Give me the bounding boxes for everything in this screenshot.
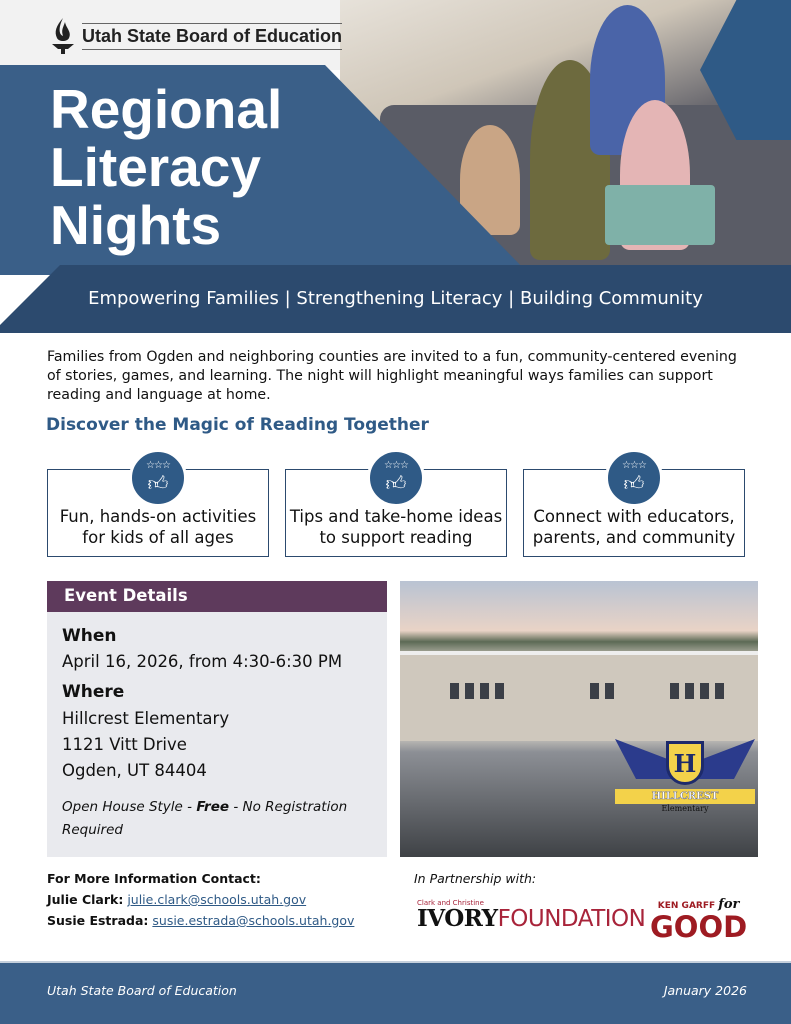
garff-for: for — [718, 897, 740, 912]
where-label: Where — [62, 682, 125, 702]
when-value: April 16, 2026, from 4:30-6:30 PM — [62, 652, 343, 671]
email-link[interactable]: susie.estrada@schools.utah.gov — [152, 913, 355, 928]
section-heading: Discover the Magic of Reading Together — [46, 415, 429, 435]
tagline: Empowering Families | Strengthening Literacy | Building Community — [88, 288, 703, 309]
email-link[interactable]: julie.clark@schools.utah.gov — [127, 892, 307, 907]
street: 1121 Vitt Drive — [62, 735, 187, 754]
city: Ogden, UT 84404 — [62, 761, 207, 780]
crest-name: HILLCREST — [615, 789, 755, 804]
crest-letter: H — [666, 741, 704, 785]
garff-top: KEN GARFF — [657, 901, 716, 911]
intro-text: Families from Ogden and neighboring counties are invited to a fun, community-centered evening of stories, games, and learning. The night will highlight meaningful ways families can support reading and language at home. — [47, 349, 737, 403]
title-line: Nights — [50, 194, 222, 256]
event-details-heading: Event Details — [47, 581, 387, 612]
garff-big: GOOD — [650, 910, 748, 944]
thumbs-up-stars-icon: ☆☆☆ 👍︎ — [367, 449, 425, 507]
when-label: When — [62, 626, 117, 646]
thumbs-up-stars-icon: ☆☆☆ 👍︎ — [129, 449, 187, 507]
partnership-label: In Partnership with: — [414, 871, 537, 886]
thumbs-up-stars-icon: ☆☆☆ 👍︎ — [605, 449, 663, 507]
event-note — [62, 796, 362, 842]
contact-line — [47, 892, 306, 907]
usbe-logo — [48, 16, 342, 56]
page-title — [50, 80, 282, 254]
contact-line — [47, 913, 354, 928]
school-photo — [400, 581, 758, 857]
contact-heading: For More Information Contact: — [47, 871, 261, 886]
footer-org: Utah State Board of Education — [47, 983, 237, 998]
org-name: Utah State Board of Education — [82, 23, 342, 50]
ivory-a: IVORY — [417, 905, 498, 932]
hillcrest-crest-logo — [615, 731, 755, 851]
contact-name: Julie Clark: — [47, 892, 124, 907]
ivory-foundation-logo — [417, 899, 645, 931]
torch-icon — [48, 16, 78, 56]
note-free: Free — [196, 799, 230, 815]
feature-text: Fun, hands-on activities for kids of all ages — [59, 507, 257, 547]
venue: Hillcrest Elementary — [62, 709, 230, 728]
crest-sub: Elementary — [661, 804, 709, 813]
ivory-small: Clark and Christine — [417, 899, 484, 907]
contact-name: Susie Estrada: — [47, 913, 149, 928]
footer-date: January 2026 — [663, 983, 747, 998]
note-text: - No Registration Required — [62, 799, 348, 838]
feature-text: Tips and take-home ideas to support reading — [289, 507, 503, 547]
ken-garff-for-good-logo — [650, 897, 747, 942]
title-line: Regional — [50, 78, 283, 140]
note-text: Open House Style - — [62, 799, 197, 815]
feature-text: Connect with educators, parents, and community — [532, 507, 736, 547]
title-line: Literacy — [50, 136, 261, 198]
ivory-b: FOUNDATION — [497, 906, 646, 932]
